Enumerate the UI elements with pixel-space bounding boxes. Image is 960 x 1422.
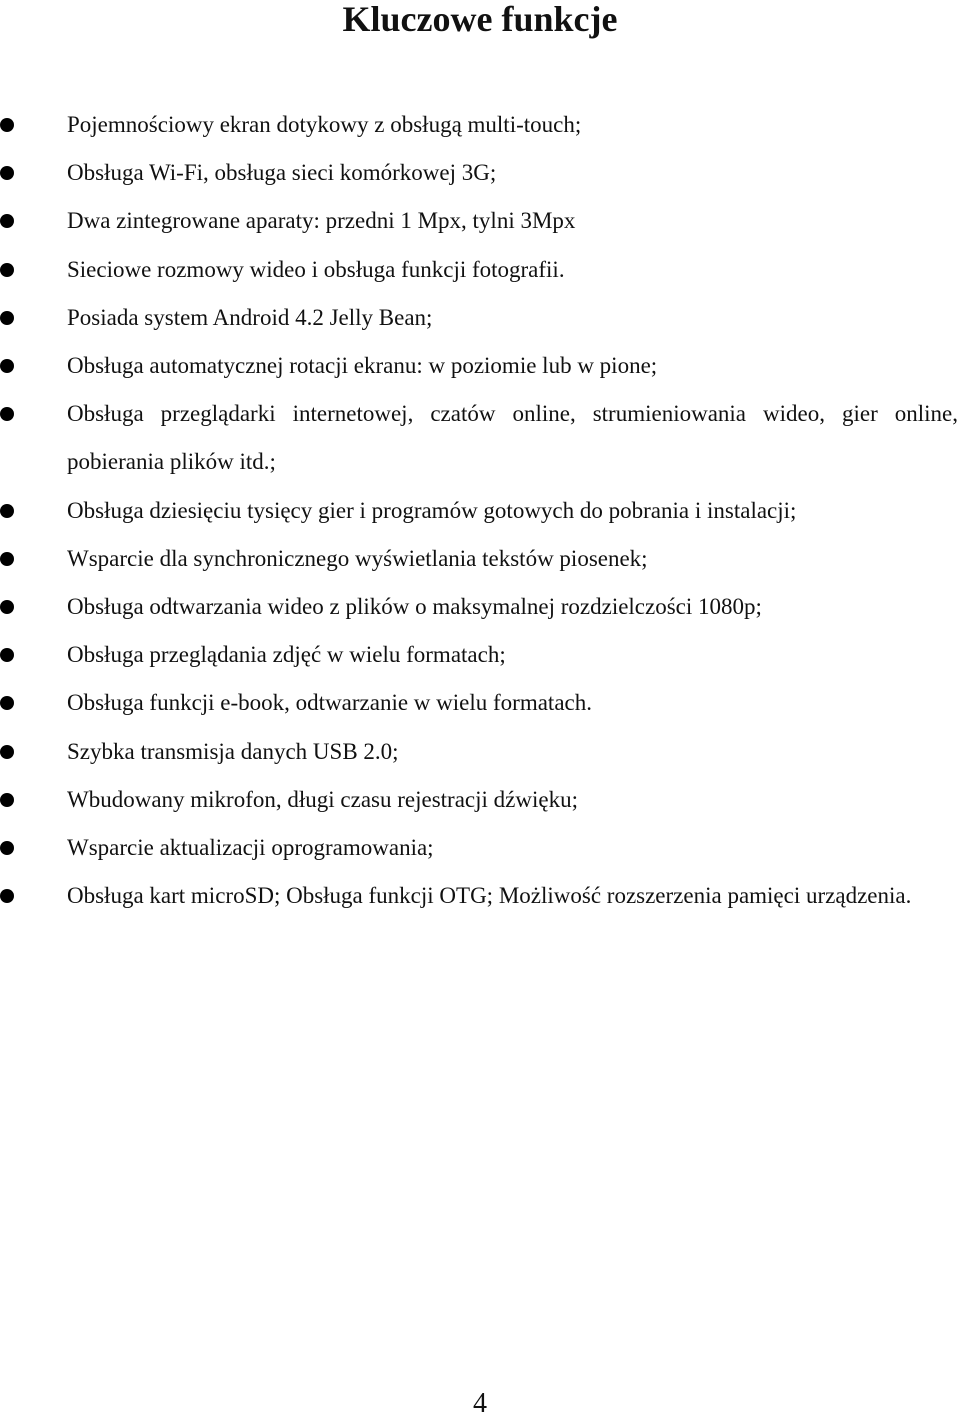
feature-item [0, 294, 958, 342]
feature-list [0, 101, 958, 920]
feature-text: Obsługa funkcji e-book, odtwarzanie w wielu formatach. [67, 690, 592, 716]
bullet-icon [0, 841, 14, 855]
feature-item [0, 679, 958, 727]
feature-item [0, 824, 958, 872]
bullet-icon [0, 263, 14, 277]
feature-text: Wbudowany mikrofon, długi czasu rejestracji dźwięku; [67, 786, 578, 812]
bullet-icon [0, 745, 14, 759]
bullet-icon [0, 600, 14, 614]
feature-item [0, 342, 958, 390]
feature-item [0, 728, 958, 776]
feature-item [0, 631, 958, 679]
feature-item [0, 535, 958, 583]
feature-text: Obsługa dziesięciu tysięcy gier i programów gotowych do pobrania i instalacji; [67, 497, 797, 523]
feature-text: Szybka transmisja danych USB 2.0; [67, 738, 399, 764]
bullet-icon [0, 166, 14, 180]
bullet-icon [0, 311, 14, 325]
feature-text: Obsługa kart microSD; Obsługa funkcji OTG; Możliwość rozszerzenia pamięci urządzenia. [67, 883, 912, 909]
feature-item [0, 583, 958, 631]
bullet-icon [0, 552, 14, 566]
feature-item [0, 872, 958, 920]
feature-text: Pojemnościowy ekran dotykowy z obsługą multi-touch; [67, 112, 582, 137]
bullet-icon [0, 793, 14, 807]
bullet-icon [0, 214, 14, 228]
feature-text: Obsługa odtwarzania wideo z plików o maksymalnej rozdzielczości 1080p; [67, 594, 762, 620]
feature-text: Wsparcie dla synchronicznego wyświetlania tekstów piosenek; [67, 545, 648, 571]
feature-item [0, 776, 958, 824]
feature-text: Obsługa automatycznej rotacji ekranu: w poziomie lub w pione; [67, 353, 658, 379]
bullet-icon [0, 359, 14, 373]
feature-text: Posiada system Android 4.2 Jelly Bean; [67, 304, 433, 330]
feature-text: Obsługa Wi-Fi, obsługa sieci komórkowej 3G; [67, 160, 497, 186]
bullet-icon [0, 504, 14, 518]
feature-item [0, 487, 958, 535]
feature-item [0, 197, 958, 245]
bullet-icon [0, 118, 14, 132]
feature-item [0, 246, 958, 294]
bullet-icon [0, 696, 14, 710]
bullet-icon [0, 648, 14, 662]
feature-text: Dwa zintegrowane aparaty: przedni 1 Mpx, tylni 3Mpx [67, 208, 576, 234]
feature-item [0, 390, 958, 486]
page-number: 4 [473, 1388, 487, 1419]
feature-text: Sieciowe rozmowy wideo i obsługa funkcji fotografii. [67, 256, 565, 282]
feature-text: Obsługa przeglądania zdjęć w wielu formatach; [67, 642, 506, 668]
page-title: Kluczowe funkcje [342, 0, 618, 39]
bullet-icon [0, 407, 14, 421]
bullet-icon [0, 889, 14, 903]
feature-item [0, 149, 958, 197]
feature-text: Wsparcie aktualizacji oprogramowania; [67, 835, 434, 861]
feature-item [0, 101, 958, 149]
feature-text: Obsługa przeglądarki internetowej, czatów online, strumieniowania wideo, gier online, pobierania plików itd.; [67, 401, 958, 475]
